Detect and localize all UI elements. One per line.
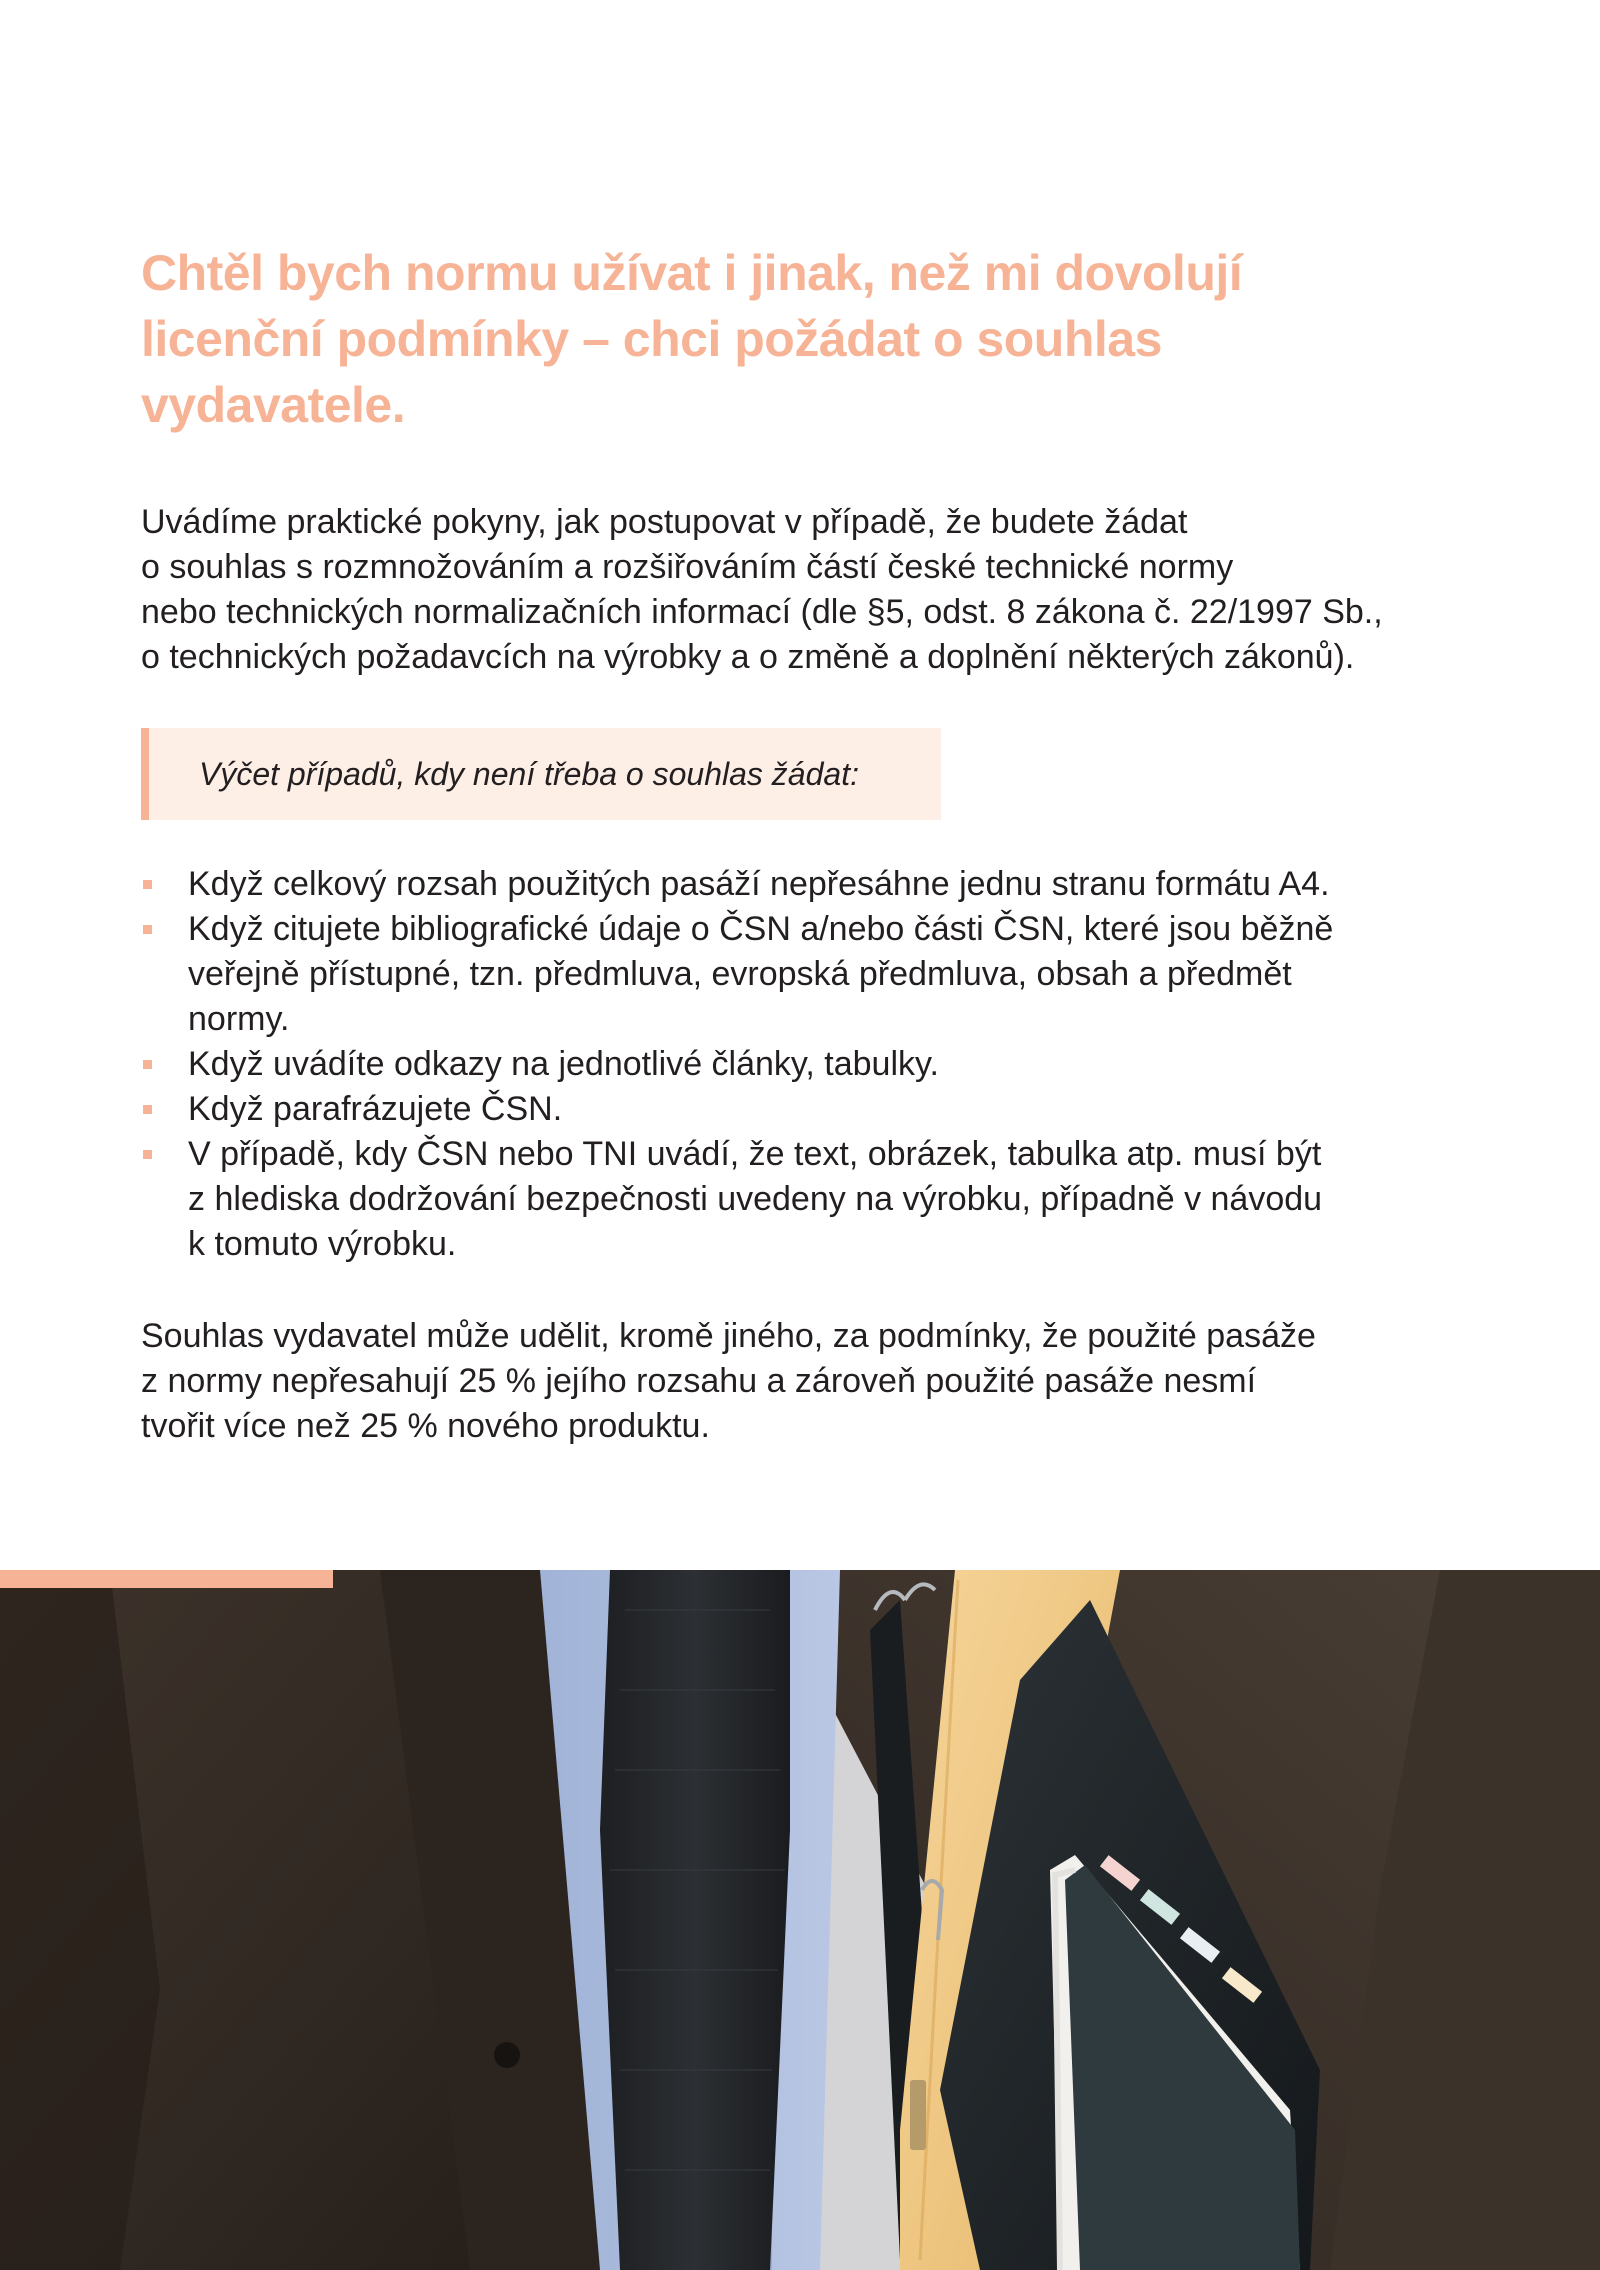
list-item-line: k tomuto výrobku. [188, 1225, 457, 1263]
headline-line: licenční podmínky – chci požádat o souhlas [141, 311, 1162, 367]
bullet-square-icon [143, 925, 152, 934]
intro-paragraph [141, 500, 1501, 680]
list-item-line: veřejně přístupné, tzn. předmluva, evropská předmluva, obsah a předmět [188, 955, 1292, 993]
intro-line: nebo technických normalizačních informací (dle §5, odst. 8 zákona č. 22/1997 Sb., [141, 593, 1383, 631]
list-item [141, 1042, 1471, 1087]
accent-bar [0, 1570, 333, 1588]
exceptions-list [141, 862, 1471, 1267]
list-item [141, 907, 1471, 1042]
closing-line: z normy nepřesahují 25 % jejího rozsahu a zároveň použité pasáže nesmí [141, 1362, 1257, 1400]
intro-line: o technických požadavcích na výrobky a o změně a doplnění některých zákonů). [141, 638, 1355, 676]
intro-line: Uvádíme praktické pokyny, jak postupovat v případě, že budete žádat [141, 503, 1188, 541]
list-item-line: normy. [188, 1000, 290, 1038]
list-item [141, 1087, 1471, 1132]
closing-line: Souhlas vydavatel může udělit, kromě jiného, za podmínky, že použité pasáže [141, 1317, 1316, 1355]
list-item-line: Když parafrázujete ČSN. [188, 1090, 563, 1128]
list-item-line: V případě, kdy ČSN nebo TNI uvádí, že text, obrázek, tabulka atp. musí být [188, 1135, 1322, 1173]
list-item-line: Když citujete bibliografické údaje o ČSN a/nebo části ČSN, které jsou běžně [188, 910, 1334, 948]
headline-line: Chtěl bych normu užívat i jinak, než mi dovolují [141, 245, 1243, 301]
list-item-line: Když uvádíte odkazy na jednotlivé články, tabulky. [188, 1045, 939, 1083]
closing-line: tvořit více než 25 % nového produktu. [141, 1407, 710, 1445]
bullet-square-icon [143, 880, 152, 889]
headline-line: vydavatele. [141, 377, 406, 433]
page-headline [141, 240, 1401, 438]
bullet-square-icon [143, 1150, 152, 1159]
bullet-square-icon [143, 1105, 152, 1114]
list-item-line: Když celkový rozsah použitých pasáží nepřesáhne jednu stranu formátu A4. [188, 865, 1330, 903]
list-item [141, 862, 1471, 907]
list-item-line: z hlediska dodržování bezpečnosti uvedeny na výrobku, případně v návodu [188, 1180, 1323, 1218]
intro-line: o souhlas s rozmnožováním a rozšiřováním částí české technické normy [141, 548, 1234, 586]
list-item [141, 1132, 1471, 1267]
exceptions-callout [141, 728, 941, 820]
callout-text: Výčet případů, kdy není třeba o souhlas žádat: [199, 756, 859, 792]
closing-paragraph [141, 1314, 1501, 1449]
businessman-with-folders-photo [0, 1570, 1600, 2270]
bullet-square-icon [143, 1060, 152, 1069]
